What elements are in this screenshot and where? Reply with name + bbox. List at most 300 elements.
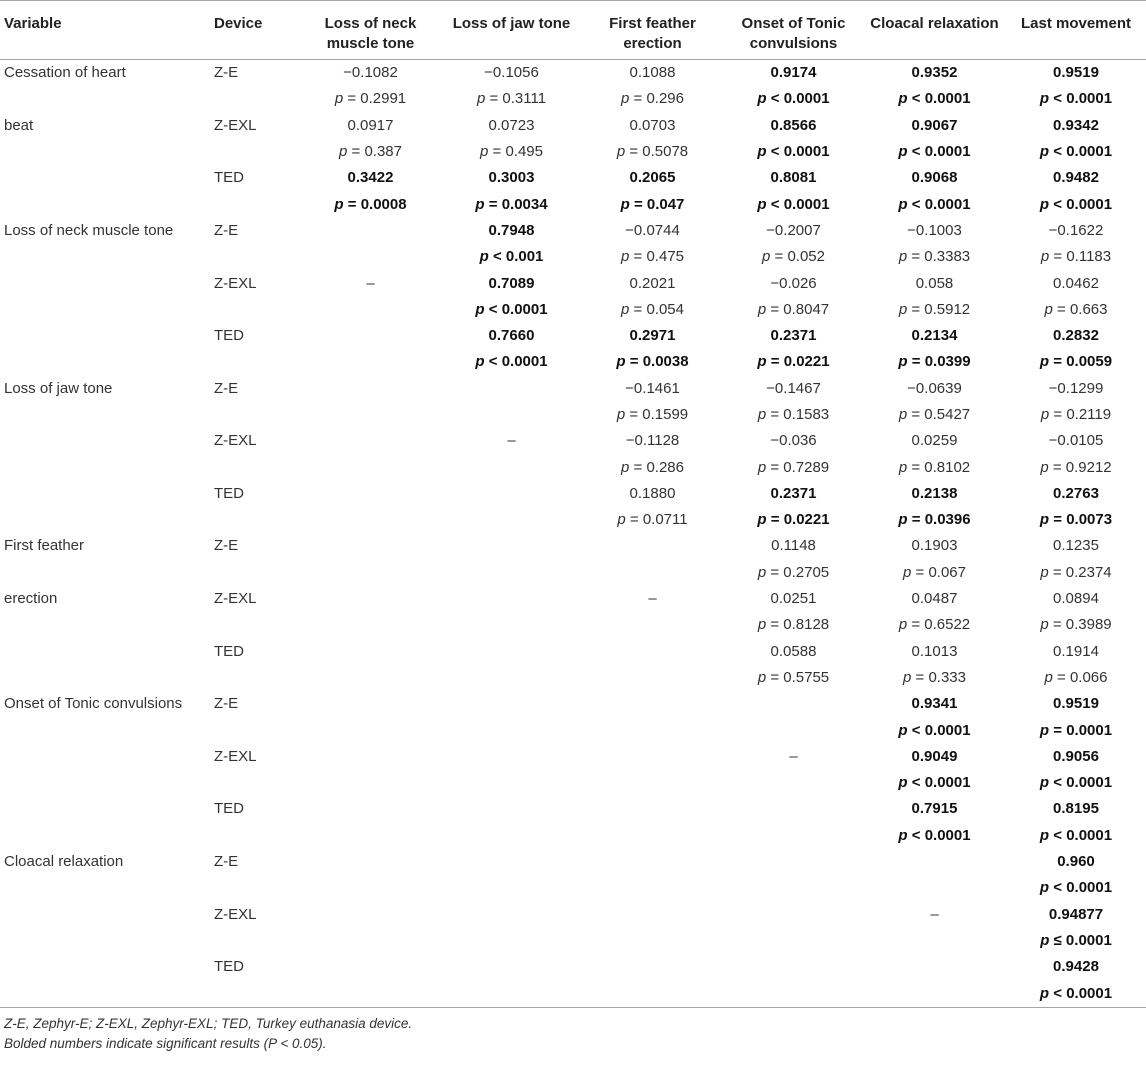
p-value-cell [1005,823,1146,849]
p-value-text: = 0.296 [633,90,684,108]
device-cell: TED [214,169,244,187]
correlation-cell: – [648,590,657,608]
p-value-cell [441,244,582,270]
table-row [0,823,1146,849]
correlation-cell: 0.9519 [1053,695,1099,713]
correlation-cell [300,402,441,428]
correlation-cell [300,586,441,612]
variable-cell [0,744,210,770]
p-value-cell [300,86,441,112]
header-loss-of-jaw-tone: Loss of jaw tone [441,1,582,60]
p-value-cell [723,665,864,691]
p-symbol: p [480,143,489,161]
p-value-text: = 0.066 [1057,668,1108,686]
table-row [0,533,1146,559]
device-cell: Z-E [214,695,239,713]
variable-cell: Cessation of heart [4,64,126,82]
correlation-cell: −0.036 [770,432,817,450]
p-value-cell [441,349,582,375]
correlation-cell [441,980,582,1007]
device-cell [210,560,300,586]
correlation-cell: 0.3422 [347,169,394,187]
device-cell [210,665,300,691]
correlation-cell: 0.2763 [1053,484,1099,502]
device-cell: Z-E [214,221,239,239]
correlation-cell [300,428,441,454]
variable-cell [0,191,210,217]
p-value-cell [1005,191,1146,217]
correlation-cell [723,796,864,822]
variable-cell [0,507,210,533]
p-value-cell [723,191,864,217]
table-row [0,86,1146,112]
table-row [0,454,1146,480]
correlation-cell [723,849,864,875]
variable-cell: beat [4,116,34,134]
p-value-text: = 0.0396 [911,511,971,529]
variable-cell [0,454,210,480]
correlation-cell [723,954,864,980]
header-last-movement: Last movement [1005,1,1146,60]
correlation-cell: 0.0259 [911,432,958,450]
correlation-cell: 0.9482 [1053,169,1099,187]
correlation-cell: 0.2371 [770,327,817,345]
correlation-cell: 0.0588 [770,642,817,660]
p-value-cell [582,507,723,533]
correlation-cell [723,980,864,1007]
correlation-cell [441,796,582,822]
correlation-cell [300,507,441,533]
correlation-cell: – [366,274,375,292]
p-value-text: = 0.3111 [489,90,547,108]
variable-cell [0,481,210,507]
p-symbol: p [1039,721,1050,739]
p-symbol: p [616,143,626,161]
table-row [0,165,1146,191]
p-value-text: = 0.3989 [1052,616,1112,634]
correlation-cell: 0.960 [1057,853,1095,871]
correlation-cell [582,796,723,822]
p-symbol: p [757,90,767,108]
p-symbol: p [1039,90,1050,108]
correlation-cell [723,770,864,796]
p-value-text: = 0.2991 [347,90,407,108]
variable-cell [0,665,210,691]
p-value-text: = 0.6522 [911,616,971,634]
p-symbol: p [1039,353,1050,371]
table-row [0,639,1146,665]
table-row [0,507,1146,533]
p-value-cell [864,402,1005,428]
correlation-cell: −0.1003 [907,221,962,239]
table-row [0,770,1146,796]
correlation-cell [441,744,582,770]
p-value-cell [582,86,723,112]
p-symbol: p [1039,195,1050,213]
device-cell: TED [214,958,244,976]
correlation-cell: −0.1299 [1048,379,1104,397]
p-value-text: = 0.1599 [629,406,689,423]
correlation-cell: 0.2971 [629,327,676,345]
device-cell: Z-E [214,379,239,397]
correlation-cell: 0.9352 [911,64,958,82]
device-cell: TED [214,327,244,345]
p-symbol: p [1044,300,1053,318]
correlation-cell [441,849,582,875]
device-cell [210,139,300,165]
device-cell: TED [214,800,244,818]
correlation-cell [300,639,441,665]
correlation-cell [300,823,441,849]
p-value-cell [723,297,864,323]
correlation-cell [300,928,441,954]
correlation-cell [300,481,441,507]
correlation-cell [441,902,582,928]
correlation-cell [300,376,441,402]
table-row [0,270,1146,296]
correlation-cell [723,823,864,849]
p-value-text: = 0.5078 [629,143,689,161]
p-value-text: = 0.0034 [488,195,548,213]
p-value-text: = 0.1183 [1053,248,1112,266]
p-value-cell [582,349,723,375]
p-symbol: p [616,406,626,423]
table-row [0,323,1146,349]
p-value-text: = 0.495 [492,143,543,161]
correlation-cell [441,928,582,954]
correlation-cell [864,875,1005,901]
header-onset-of-tonic-convulsions: Onset of Tonic convulsions [723,1,864,60]
p-value-text: = 0.0399 [911,353,971,371]
correlation-cell [582,902,723,928]
p-value-cell [441,191,582,217]
p-value-text: = 0.5427 [911,406,971,423]
header-cloacal-relaxation: Cloacal relaxation [864,1,1005,60]
correlation-cell [300,218,441,244]
correlation-cell [582,639,723,665]
p-value-text: < 0.0001 [1053,826,1113,844]
correlation-cell: 0.9067 [911,116,958,134]
table-row [0,376,1146,402]
correlation-cell [441,376,582,402]
footnote-significance: Bolded numbers indicate significant results (P < 0.05). [4,1035,327,1051]
p-symbol: p [898,300,908,318]
correlation-cell [582,928,723,954]
p-value-text: < 0.0001 [1053,195,1113,213]
p-value-cell [582,139,723,165]
table-row [0,402,1146,428]
correlation-cell: −0.1056 [484,64,539,82]
p-symbol: p [339,143,348,161]
p-value-text: < 0.0001 [1053,774,1113,792]
p-value-cell [1005,244,1146,270]
correlation-cell: 0.9174 [770,64,817,82]
p-value-text: = 0.3383 [911,248,971,266]
device-cell: Z-EXL [214,432,257,450]
p-value-cell [582,191,723,217]
variable-cell [0,954,210,980]
p-symbol: p [621,300,630,318]
variable-cell [0,875,210,901]
p-symbol: p [479,248,489,266]
p-value-cell [723,139,864,165]
correlation-cell [441,481,582,507]
p-value-text: = 0.052 [774,248,825,266]
device-cell [210,297,300,323]
p-value-text: < 0.0001 [911,826,971,844]
header-variable: Variable [0,1,210,60]
variable-cell: erection [4,590,58,608]
p-symbol: p [1040,616,1049,634]
correlation-cell: 0.94877 [1048,905,1104,923]
table-row [0,744,1146,770]
p-value-text: = 0.5755 [770,668,830,686]
table-row [0,954,1146,980]
p-value-text: < 0.0001 [1053,143,1113,161]
variable-cell [0,270,210,296]
correlation-cell [441,507,582,533]
device-cell: TED [214,484,244,502]
p-symbol: p [898,826,908,844]
variable-cell [0,139,210,165]
p-value-cell [864,349,1005,375]
p-value-cell [723,86,864,112]
correlation-cell [300,902,441,928]
correlation-cell: −0.0105 [1048,432,1104,450]
p-value-text: < 0.0001 [911,195,971,213]
table-row [0,428,1146,454]
p-value-cell [864,560,1005,586]
variable-cell [0,823,210,849]
correlation-cell [441,665,582,691]
p-value-cell [864,139,1005,165]
p-value-cell [864,507,1005,533]
p-value-cell [864,454,1005,480]
device-cell: Z-EXL [214,274,257,292]
table-row [0,849,1146,875]
header-row [0,1,1146,60]
p-symbol: p [757,563,767,581]
correlation-cell [582,717,723,743]
p-value-text: = 0.8047 [770,300,830,318]
p-symbol: p [898,774,908,792]
variable-cell: First feather [4,537,85,555]
correlation-cell [582,875,723,901]
correlation-cell: – [507,432,516,450]
variable-cell [0,428,210,454]
correlation-cell: −0.1622 [1048,221,1104,239]
p-value-cell [864,717,1005,743]
p-symbol: p [1039,879,1050,897]
correlation-cell [441,533,582,559]
correlation-cell: 0.1148 [771,537,816,555]
p-value-cell [1005,928,1146,954]
correlation-cell [441,717,582,743]
correlation-cell [582,823,723,849]
table-row [0,560,1146,586]
p-value-text: = 0.047 [633,195,685,213]
p-symbol: p [898,406,908,423]
correlation-cell [300,349,441,375]
p-value-text: < 0.0001 [488,353,548,371]
variable-cell [0,560,210,586]
p-value-cell [1005,297,1146,323]
correlation-cell: 0.9341 [911,695,958,713]
variable-cell [0,980,210,1007]
p-value-cell [723,402,864,428]
correlation-cell: −0.1467 [766,379,821,397]
variable-cell [0,717,210,743]
correlation-cell [582,533,723,559]
correlation-cell: 0.2021 [629,274,676,292]
p-value-cell [723,560,864,586]
p-value-cell [441,139,582,165]
correlation-cell [300,849,441,875]
p-symbol: p [898,248,908,266]
p-value-text: = 0.7289 [770,458,830,476]
p-value-text: = 0.0008 [347,195,407,213]
p-value-text: = 0.333 [915,668,966,686]
correlation-cell [300,244,441,270]
correlation-cell [300,454,441,480]
p-value-text: < 0.0001 [1053,90,1113,108]
device-cell [210,612,300,638]
correlation-cell [300,691,441,717]
table-footnotes [0,1008,1146,1054]
p-symbol: p [898,511,908,529]
correlation-cell [300,796,441,822]
p-symbol: p [757,406,767,423]
p-value-text: = 0.0221 [770,353,830,371]
table-row [0,139,1146,165]
table-row [0,796,1146,822]
table-row [0,586,1146,612]
device-cell: Z-E [214,537,239,555]
correlation-cell: 0.0487 [911,590,958,608]
p-symbol: p [757,195,767,213]
p-symbol: p [898,143,908,161]
device-cell [210,349,300,375]
p-value-cell [1005,717,1146,743]
correlation-cell [582,612,723,638]
p-value-cell [582,454,723,480]
correlation-cell [441,639,582,665]
correlation-cell [441,612,582,638]
correlation-cell: 0.7089 [488,274,535,292]
p-value-cell [864,297,1005,323]
p-value-cell [1005,402,1146,428]
correlation-cell [300,533,441,559]
device-cell [210,875,300,901]
p-value-text: = 0.054 [633,300,684,318]
p-symbol: p [1040,931,1050,949]
correlation-cell [441,560,582,586]
p-value-text: = 0.0059 [1053,353,1113,371]
correlation-cell: 0.0703 [629,116,676,134]
correlation-cell [300,717,441,743]
p-symbol: p [616,353,626,371]
correlation-cell: −0.0744 [625,221,680,239]
p-value-text: < 0.0001 [770,90,830,108]
p-value-text: = 0.286 [633,458,684,476]
correlation-cell: 0.0894 [1053,590,1099,608]
device-cell: Z-EXL [214,590,257,608]
variable-cell [0,323,210,349]
correlation-cell: 0.1088 [629,64,676,82]
device-cell [210,507,300,533]
variable-cell [0,639,210,665]
correlation-cell: −0.2007 [766,221,821,239]
p-value-cell [723,507,864,533]
table-row [0,60,1146,87]
p-value-cell [441,86,582,112]
correlation-cell: 0.0723 [488,116,535,134]
p-value-cell [864,191,1005,217]
variable-cell [0,770,210,796]
p-value-cell [1005,86,1146,112]
correlation-cell: 0.058 [915,274,954,292]
variable-cell: Loss of jaw tone [4,379,113,397]
correlation-cell: −0.026 [770,274,817,292]
correlation-cell: 0.3003 [488,169,535,187]
p-symbol: p [1039,984,1050,1002]
table-row [0,875,1146,901]
p-symbol: p [621,90,630,108]
p-value-text: = 0.0711 [629,511,688,529]
p-value-text: ≤ 0.0001 [1053,931,1112,949]
correlation-cell [441,954,582,980]
table-row [0,717,1146,743]
correlation-cell [441,586,582,612]
device-cell [210,770,300,796]
p-symbol: p [757,353,767,371]
device-cell: TED [214,642,244,660]
p-value-cell [723,612,864,638]
correlation-cell [864,980,1005,1007]
device-cell: Z-EXL [214,116,257,134]
p-value-text: = 0.0073 [1053,511,1113,529]
p-symbol: p [1040,563,1049,581]
correlation-cell [582,980,723,1007]
p-value-text: = 0.387 [351,143,402,161]
correlation-cell [300,323,441,349]
table-row [0,297,1146,323]
p-value-cell [1005,665,1146,691]
p-symbol: p [898,458,908,476]
correlation-cell: 0.9342 [1053,116,1099,134]
p-value-text: < 0.0001 [1053,879,1113,897]
p-symbol: p [620,195,630,213]
device-cell [210,402,300,428]
correlation-cell: 0.2371 [770,484,817,502]
correlation-cell [441,875,582,901]
correlation-cell [582,954,723,980]
correlation-cell: 0.7915 [911,800,958,818]
header-device: Device [210,1,300,60]
correlation-cell [582,770,723,796]
p-value-cell [1005,507,1146,533]
p-symbol: p [757,300,767,318]
correlation-cell [441,823,582,849]
table-row [0,191,1146,217]
correlation-cell: 0.0251 [770,590,817,608]
p-value-cell [300,191,441,217]
correlation-cell [441,770,582,796]
p-value-text: < 0.0001 [770,143,830,161]
p-symbol: p [476,90,486,108]
p-symbol: p [757,668,767,686]
correlation-cell: 0.8081 [770,169,817,187]
